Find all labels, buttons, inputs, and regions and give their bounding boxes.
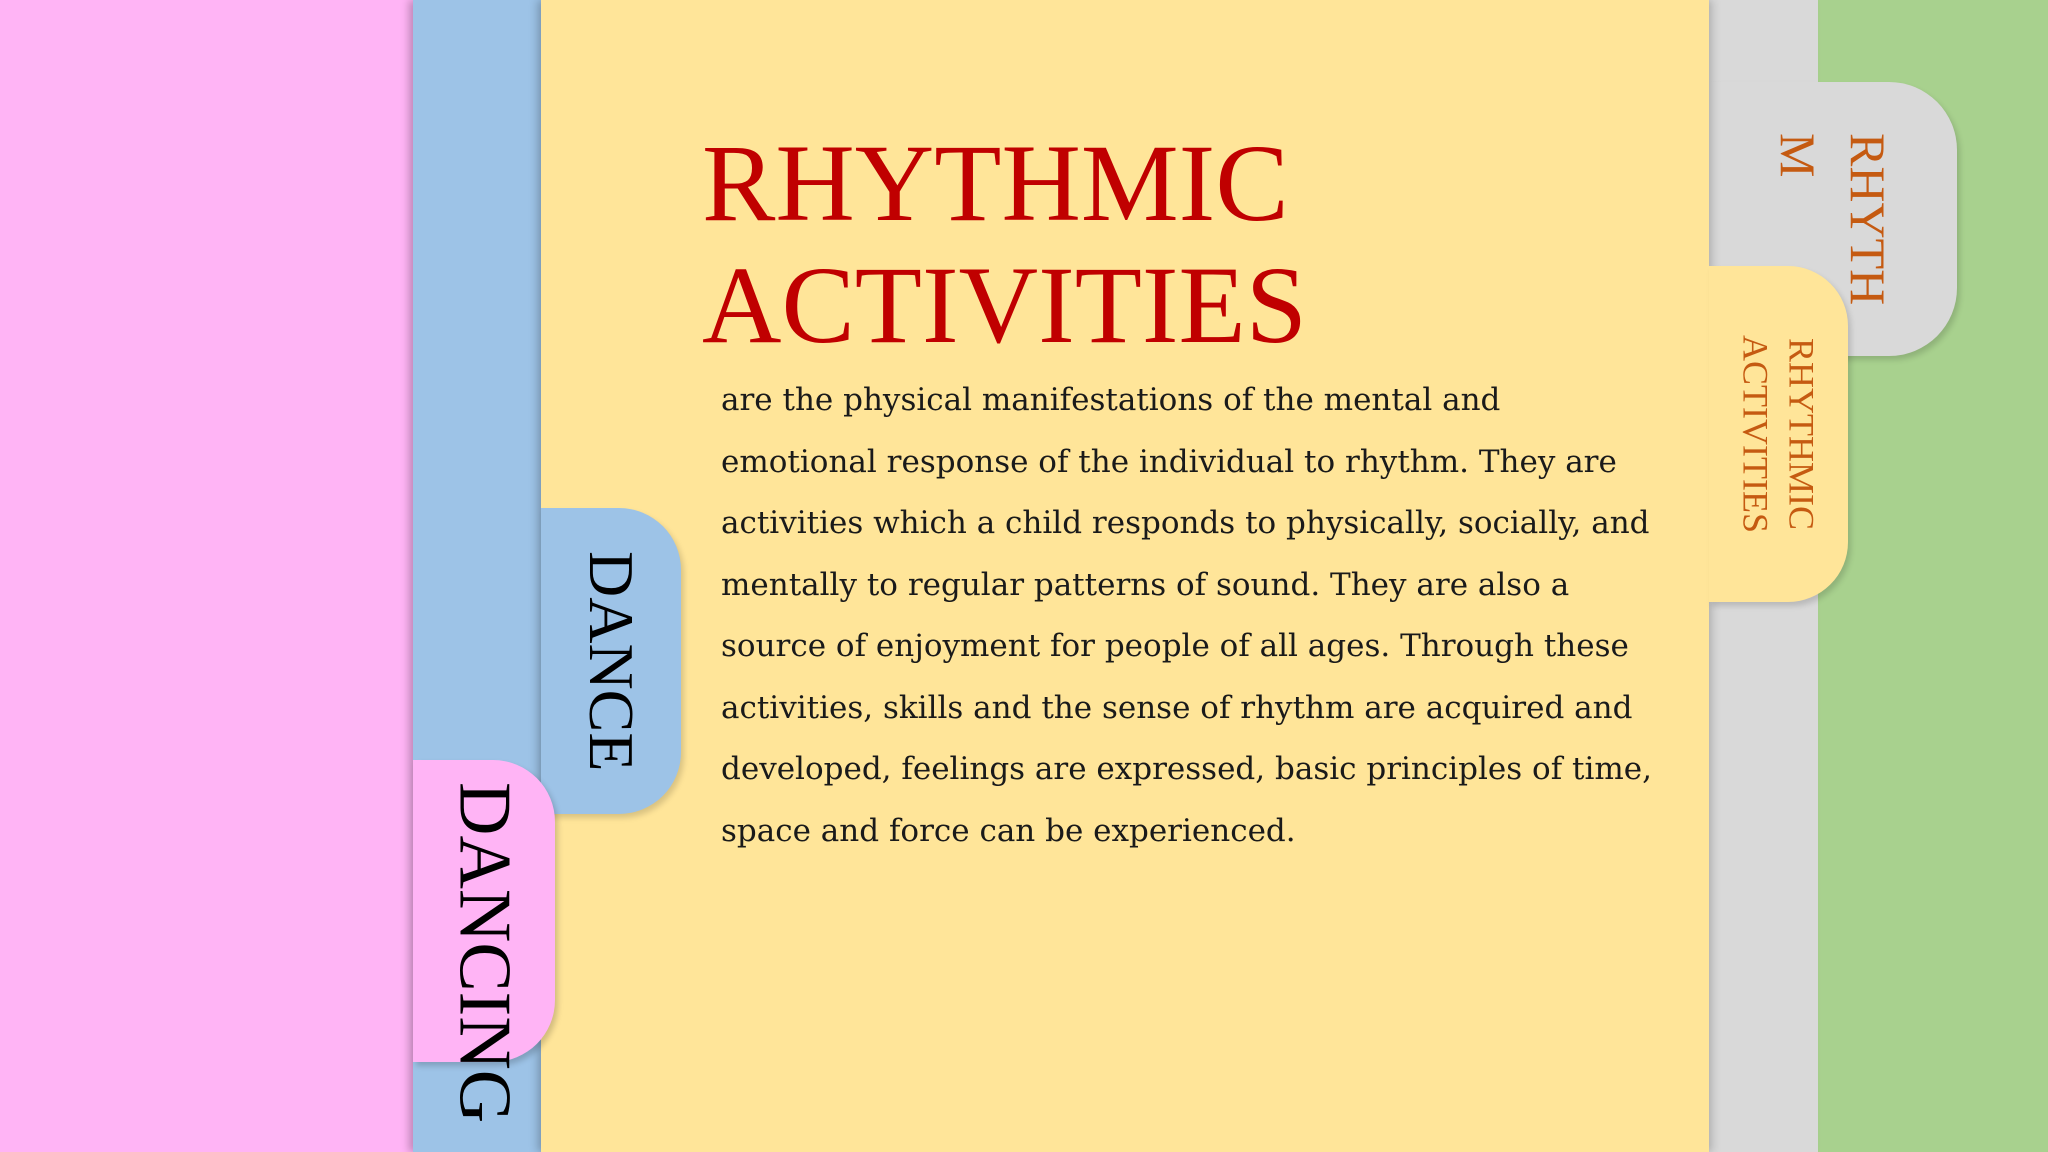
tab-dancing[interactable] (413, 760, 555, 1124)
page-title-line2: ACTIVITIES (702, 244, 1307, 366)
tab-rhythm-label-line1: RHYTH (1840, 132, 1896, 306)
tab-rhythmic-activities-label-line1: RHYTHMIC (1781, 337, 1822, 530)
page-title (702, 122, 1602, 366)
definition-paragraph: are the physical manifestations of the mental and emotional response of the individual to rhythm. They are activities which a child responds to physically, socially, and mentally to regular patterns of sound. They are also a source of enjoyment for people of all ages. Through these activities, skills and the sense of rhythm are acquired and developed, feelings are expressed, basic principles of time, space and force can be experienced. (721, 382, 1652, 849)
tab-dancing-label: DANCING (443, 782, 526, 1124)
tab-dance[interactable] (541, 508, 681, 814)
tab-rhythmic-activities-label (1733, 335, 1825, 533)
tab-rhythm-label-line2: M (1770, 132, 1826, 178)
page-title-line1: RHYTHMIC (702, 122, 1289, 244)
tab-rhythmic-activities-label-line2: ACTIVITIES (1735, 335, 1776, 533)
tab-dance-label: DANCE (576, 550, 647, 772)
tab-rhythmic-activities[interactable] (1709, 266, 1848, 602)
